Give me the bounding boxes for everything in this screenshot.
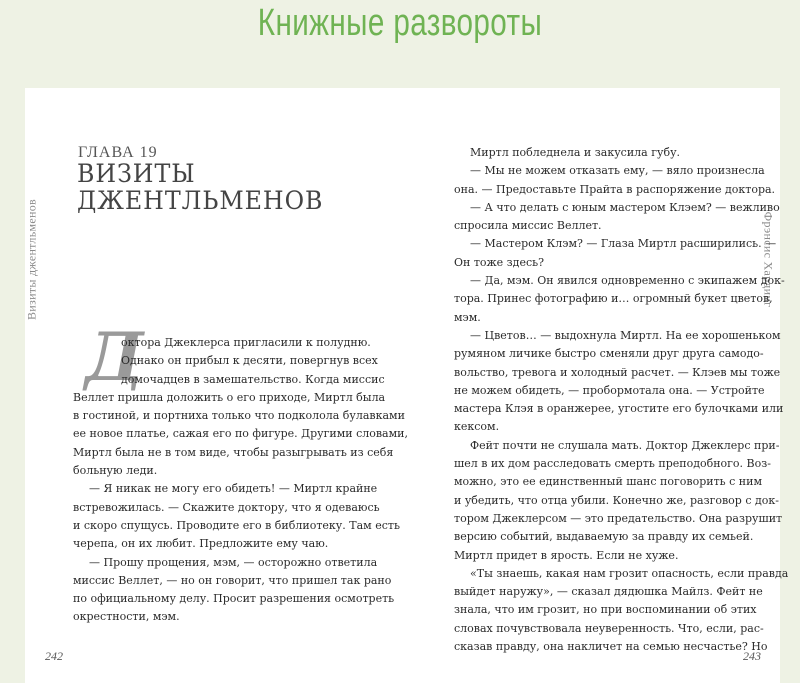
text-line: — Да, мэм. Он явился одновременно с экипажем док- bbox=[470, 274, 785, 288]
chapter-title bbox=[77, 160, 323, 214]
drop-cap: Д bbox=[85, 318, 144, 396]
text-line: домочадцев в замешательство. Когда миссис bbox=[121, 372, 385, 386]
text-line: кексом. bbox=[454, 420, 500, 434]
text-line: Фейт почти не слушала мать. Доктор Джеклерс при- bbox=[470, 438, 780, 452]
text-line: шел в их дом расследовать смерть преподобного. Воз- bbox=[454, 457, 771, 471]
text-line: Миртл была не в том виде, чтобы разыгрывать из себя bbox=[73, 445, 394, 459]
text-line: вольство, тревога и холодный расчет. — Клэев мы тоже bbox=[454, 365, 781, 379]
text-line: «Ты знаешь, какая нам грозит опасность, если правда bbox=[470, 566, 789, 580]
text-line: Он тоже здесь? bbox=[454, 255, 545, 269]
running-head-right: Фрэнсис Хардинг bbox=[761, 211, 776, 308]
text-line: — Прошу прощения, мэм, — осторожно ответила bbox=[89, 555, 378, 569]
text-line: знала, что им грозит, но при воспоминании об этих bbox=[454, 603, 757, 617]
text-line: словах почувствовала неуверенность. Что, если, рас- bbox=[454, 621, 764, 635]
text-line: выйдет наружу», — сказал дядюшка Майлз. Фейт не bbox=[454, 585, 763, 599]
text-line: миссис Веллет, — но он говорит, что пришел так рано bbox=[73, 573, 392, 587]
book-spread bbox=[24, 88, 789, 683]
text-line: встревожилась. — Скажите доктору, что я одеваюсь bbox=[73, 500, 380, 514]
text-line: Миртл побледнела и закусила губу. bbox=[470, 146, 681, 159]
page-number-left: 242 bbox=[45, 649, 63, 663]
text-line: — Мастером Клэм? — Глаза Миртл расширились. — bbox=[470, 237, 777, 251]
page-title: Книжные развороты bbox=[257, 2, 543, 44]
chapter-title-line: ВИЗИТЫ bbox=[77, 159, 196, 188]
text-line: — Мы не можем отказать ему, — вяло произнесла bbox=[470, 164, 765, 178]
chapter-title-line: ДЖЕНТЛЬМЕНОВ bbox=[77, 186, 324, 215]
text-line: ее новое платье, сажая его по фигуре. Другими словами, bbox=[73, 427, 408, 441]
text-line: окрестности, мэм. bbox=[73, 610, 180, 624]
running-head-left: Визиты джентльменов bbox=[24, 199, 39, 320]
text-line: Миртл придет в ярость. Если не хуже. bbox=[454, 548, 679, 562]
text-line: октора Джеклерса пригласили к полудню. bbox=[121, 336, 371, 349]
text-line: румяном личике быстро сменяли друг друга самодо- bbox=[454, 347, 764, 361]
text-line: спросила миссис Веллет. bbox=[454, 219, 602, 233]
text-line: и убедить, что отца убили. Конечно же, разговор с док- bbox=[454, 493, 779, 507]
text-line: по официальному делу. Просит разрешения осмотреть bbox=[73, 592, 395, 606]
text-line: мэм. bbox=[454, 310, 481, 324]
text-line: больную леди. bbox=[73, 464, 158, 478]
text-line: Веллет пришла доложить о его приходе, Миртл была bbox=[73, 390, 386, 404]
text-line: тором Джеклерсом — это предательство. Она разрушит bbox=[454, 511, 783, 525]
text-line: не можем обидеть, — пробормотала она. — Устройте bbox=[454, 383, 765, 397]
text-line: Однако он прибыл к десяти, повергнув всех bbox=[121, 354, 378, 368]
text-line: — Цветов… — выдохнула Миртл. На ее хорошеньком bbox=[470, 328, 781, 342]
right-page-text bbox=[454, 144, 788, 656]
text-line: в гостиной, и портниха только что подколола булавками bbox=[73, 409, 405, 423]
text-line: и скоро спущусь. Проводите его в библиотеку. Там есть bbox=[73, 518, 400, 532]
text-line: — А что делать с юным мастером Клэем? — вежливо bbox=[470, 200, 780, 214]
text-line: — Я никак не могу его обидеть! — Миртл крайне bbox=[89, 482, 378, 496]
left-page-text bbox=[73, 334, 408, 627]
text-line: мастера Клэя в оранжерее, угостите его булочками или bbox=[454, 402, 784, 416]
text-line: тора. Принес фотографию и… огромный букет цветов, bbox=[454, 292, 773, 306]
text-line: версию событий, выдаваемую за правду их семьей. bbox=[454, 530, 754, 544]
page-number-right: 243 bbox=[743, 649, 761, 663]
text-line: черепа, он их любит. Предложите ему чаю. bbox=[73, 537, 329, 551]
text-line: сказав правду, она накличет на семью несчастье? Но bbox=[454, 640, 768, 654]
text-line: она. — Предоставьте Прайта в распоряжение доктора. bbox=[454, 182, 776, 196]
chapter-label: ГЛАВА 19 bbox=[78, 144, 158, 161]
text-line: можно, это ее единственный шанс поговорить с ним bbox=[454, 475, 763, 489]
